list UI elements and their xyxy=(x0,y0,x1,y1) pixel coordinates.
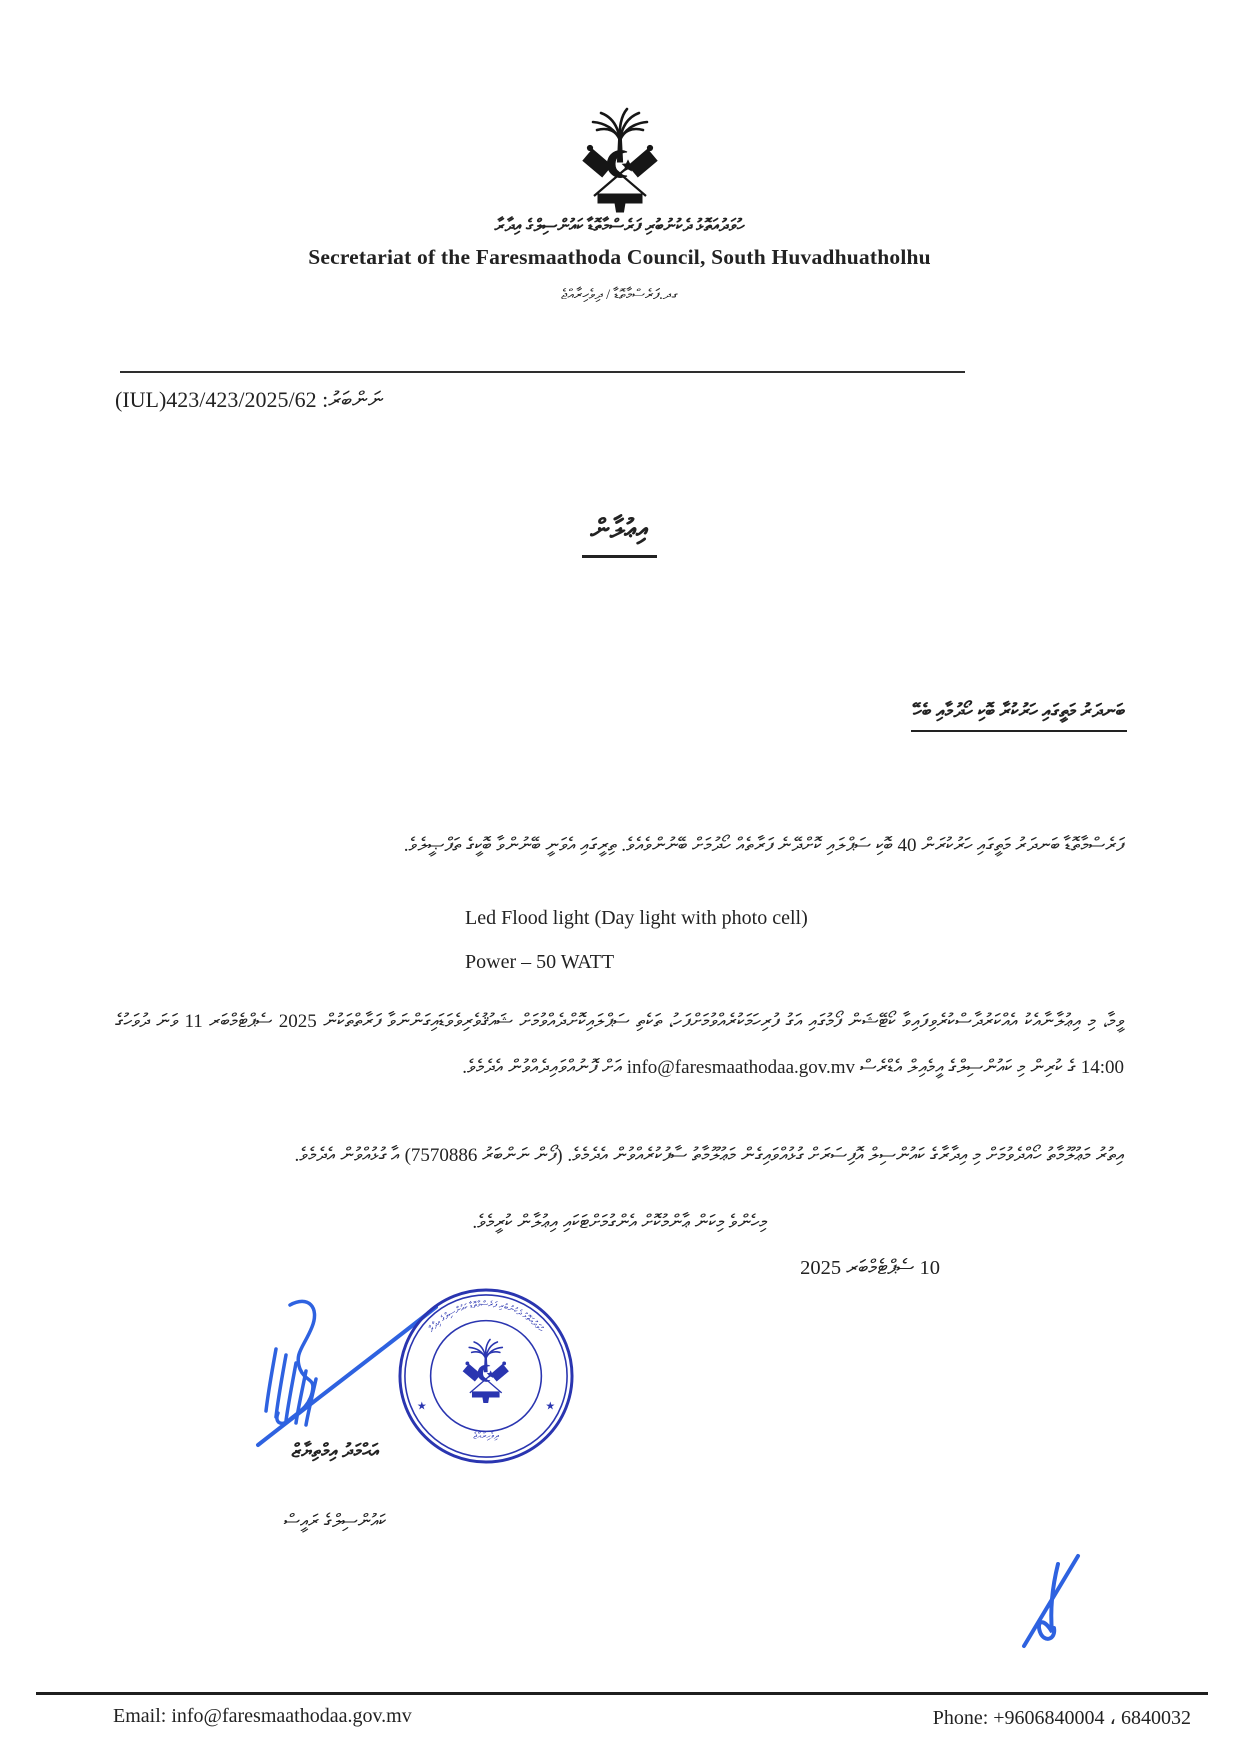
announcement-title: އިޢުލާން xyxy=(0,514,1239,558)
footer-phone-label: Phone: xyxy=(932,1707,989,1729)
item-specification xyxy=(465,896,808,984)
para2-text-before: ވީމާ، މި އިޢުލާނާއެކު އެއްކަރުދާސްކުރެވިފައިވާ ކޯޓޭޝަން ފޯމުގައި އަގު ފުރިހަމަކުރެއްވުމަށްފަހު، ތަކެތި ސަޕްލައިކޮށްދެއްވުމަށް ޝައުޤުވެރިވެވަޑައިގަންނަވާ ފަރާތްތަކުން 2025 ސެޕްޓެމްބަރ 11 ވަނަ ދުވަހުގެ 14:00 ގެ ކުރިން މި ކައުންސިލްގެ އީމެއިލް އެޑްރެސް xyxy=(115,1011,1125,1078)
signatory-title: ކައުންސިލްގެ ރައީސް xyxy=(283,1512,387,1532)
org-name-dhivehi: ހުވަދުއަތޮޅު ދެކުނުބުރި ފަރެސްމާތޮޑާ ކައުންސިލްގެ އިދާރާ xyxy=(494,216,745,235)
reference-number: (IUL)423/423/2025/62 xyxy=(115,387,317,412)
footer-email xyxy=(113,1705,412,1730)
body-paragraph-2 xyxy=(115,999,1124,1091)
council-stamp xyxy=(397,1287,575,1465)
svg-text:ހުވަދުއަތޮޅު ދެކުނުބުރި ފަރެސް xyxy=(427,1300,546,1334)
subject-line: ބަނދަރު މަތީގައި ހަރުކުރާ ބޮކި ހޯދުމާއި ބެހޭ xyxy=(911,701,1127,732)
org-name-english: Secretariat of the Faresmaathoda Council, South Huvadhuatholhu xyxy=(308,245,931,269)
maldives-national-emblem-icon xyxy=(572,104,668,216)
stamp-star-right-icon: ★ xyxy=(545,1400,556,1413)
closing-statement: މިހެންވެ މިކަން ޢާންމުކޮށް އެންގުމަށްޓަކައި އިޢުލާން ކުރީމެވެ. xyxy=(472,1212,767,1233)
council-email-inline: info@faresmaathodaa.gov.mv xyxy=(626,1057,856,1078)
org-location: ގދ.ފަރެސްމާތޮޑާ / ދިވެހިރާއްޖެ xyxy=(560,287,679,303)
footer-email-value: info@faresmaathodaa.gov.mv xyxy=(171,1705,412,1727)
footer-divider xyxy=(36,1692,1208,1695)
stamp-center-emblem-icon xyxy=(463,1340,508,1403)
pen-mark xyxy=(1014,1548,1092,1652)
footer-email-label: Email: xyxy=(113,1705,167,1727)
header-divider xyxy=(120,371,965,373)
para3-text-before: އިތުރު މަޢުލޫމާތު ހޯއްދެވުމަށް މި އިދާރާގެ ކައުންސިލް އޮފިސަރަށް ގުޅުއްވައިގެން މަޢުލޫމާތު ސާފުކުރެއްވުން އެދެމެވެ. (ފޯން ނަންބަރު xyxy=(477,1145,1124,1166)
reference-number-line xyxy=(115,387,383,413)
body-paragraph-3 xyxy=(115,1133,1124,1179)
stamp-star-left-icon: ★ xyxy=(416,1400,427,1413)
para3-text-after: ) އާ ގުޅުއްވުން އެދެމެވެ. xyxy=(294,1145,411,1166)
contact-phone-inline: 7570886 xyxy=(410,1145,478,1166)
stamp-country-text: ދިވެހިރާއްޖެ xyxy=(473,1430,499,1441)
stamp-ring-text: ހުވަދުއަތޮޅު ދެކުނުބުރި ފަރެސްމާތޮޑާ ކައުންސިލްގެ އިދާރާ xyxy=(426,1299,546,1334)
reference-label: ނަންބަރު: xyxy=(322,387,384,412)
spec-line-1: Led Flood light (Day light with photo cell) xyxy=(465,907,808,929)
signatory-name: އަޙްމަދު އިމްތިޔާޒް xyxy=(291,1441,379,1462)
footer xyxy=(113,1705,1191,1730)
spec-line-2: Power – 50 WATT xyxy=(465,951,615,973)
footer-phone-value: +9606840004 ، 6840032 xyxy=(993,1707,1191,1729)
footer-phone xyxy=(933,1705,1191,1730)
para2-text-after: އަށް ފޮނުއްވައިދެއްވުން އެދެމެވެ. xyxy=(462,1057,627,1078)
announcement-date: 10 ސެޕްޓެމްބަރ 2025 xyxy=(800,1257,940,1279)
body-paragraph-1: ފަރެސްމާތޮޑާ ބަނދަރު މަތީގައި ހަރުކުރަން 40 ބޮކި ސަޕްލައި ކޮށްދޭނެ ފަރާތެއް ހޯދުމަށް ބޭނުންވެއެވެ. ތިރީގައި އެވަނީ ބޭނުންވާ ބޮކީގެ ތަފްޞީލެވެ. xyxy=(403,835,1124,856)
